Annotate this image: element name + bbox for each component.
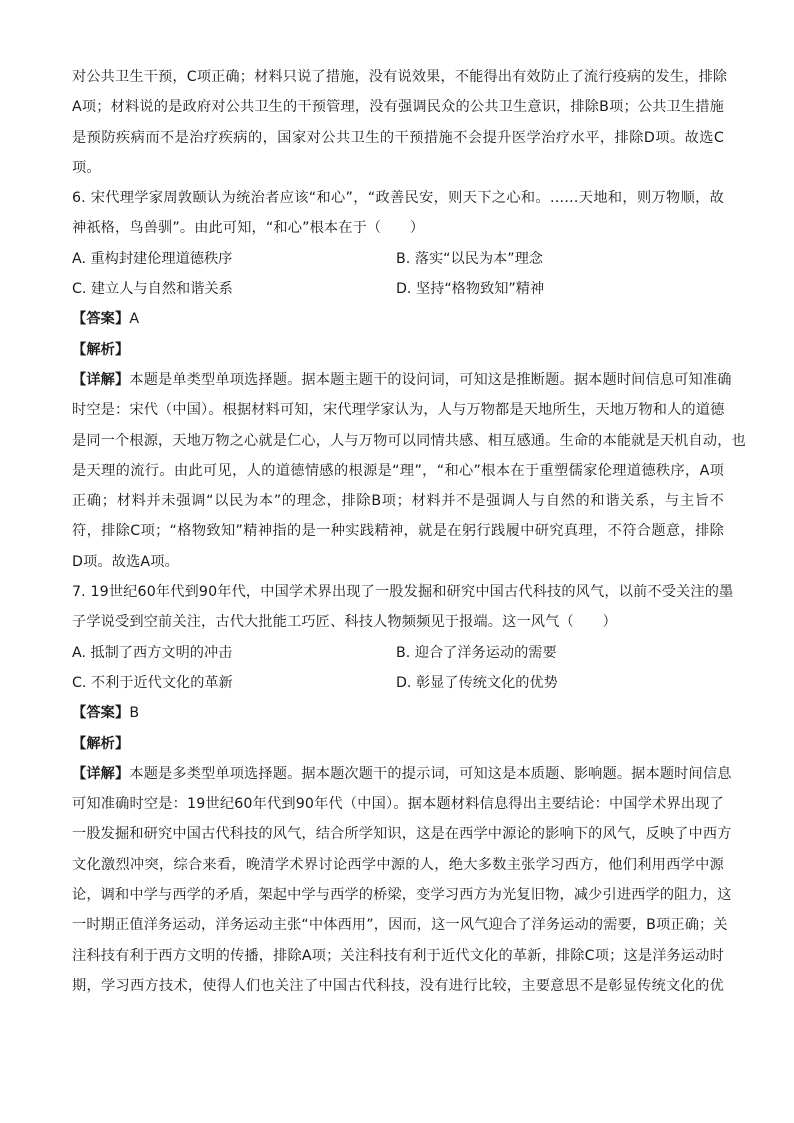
option-a: A. 重构封建伦理道德秩序 [72, 250, 233, 267]
detail-line: 可知准确时空是：19世纪60年代到90年代（中国）。据本题材料信息得出主要结论：中国学术界出现了 [72, 796, 724, 813]
option-b: B. 落实“以民为本”理念 [396, 250, 543, 267]
detail-line: 符，排除C项；“格物致知”精神指的是一种实践精神，就是在躬行践履中研究真理，不符合题意，排除 [72, 523, 724, 540]
detail-line: 文化激烈冲突，综合来看，晚清学术界讨论西学中源的人，绝大多数主张学习西方，他们利用西学中源 [72, 856, 724, 873]
option-d: D. 彰显了传统文化的优势 [396, 674, 558, 691]
document-page [72, 62, 746, 1001]
detail-line [72, 365, 732, 395]
answer-line [72, 304, 724, 334]
detail-line: 正确；材料并未强调“以民为本”的理念，排除B项；材料并不是强调人与自然的和谐关系，与主旨不 [72, 493, 724, 510]
analysis-line [72, 729, 724, 759]
options-row [72, 668, 724, 698]
paragraph-line: 是预防疾病而不是治疗疾病的，国家对公共卫生的干预措施不会提升医学治疗水平，排除D项。故选C [72, 129, 724, 146]
question-stem-line: 6. 宋代理学家周敦颐认为统治者应该“和心”，“政善民安，则天下之心和。……天地和，则万物顺，故 [72, 190, 724, 207]
question-stem-line: 神祇格，鸟兽驯”。由此可知，“和心”根本在于（ ） [72, 220, 425, 237]
detail-line: 是天理的流行。由此可见，人的道德情感的根源是“理”，“和心”根本在于重塑儒家伦理道德秩序，A项 [72, 462, 724, 479]
option-d: D. 坚持“格物致知”精神 [396, 281, 545, 298]
detail-tag: 【详解】 [72, 765, 130, 782]
option-c: C. 不利于近代文化的革新 [72, 674, 233, 691]
analysis-tag: 【解析】 [72, 341, 130, 358]
question-stem-line: 7. 19世纪60年代到90年代，中国学术界出现了一股发掘和研究中国古代科技的风气，以前不受关注的墨 [72, 584, 734, 601]
answer-value: B [129, 705, 140, 722]
options-row [72, 638, 724, 668]
answer-tag: 【答案】 [72, 705, 130, 722]
analysis-line [72, 335, 724, 365]
answer-tag: 【答案】 [72, 311, 130, 328]
detail-line: 时空是：宋代（中国）。根据材料可知，宋代理学家认为，人与万物都是天地所生，天地万物和人的道德 [72, 402, 725, 419]
question-7 [72, 577, 734, 1001]
q5-explanation-tail [72, 62, 728, 183]
paragraph-line: 项。 [72, 159, 101, 176]
answer-line [72, 698, 724, 728]
detail-line [72, 759, 732, 789]
option-c: C. 建立人与自然和谐关系 [72, 281, 233, 298]
options-row [72, 244, 724, 274]
detail-text: 本题是单类型单项选择题。据本题主题干的设问词，可知这是推断题。据本题时间信息可知准确 [129, 371, 732, 388]
detail-text: 本题是多类型单项选择题。据本题次题干的提示词，可知这是本质题、影响题。据本题时间信息 [129, 765, 732, 782]
question-6 [72, 183, 746, 577]
paragraph-line: 对公共卫生干预，C项正确；材料只说了措施，没有说效果，不能得出有效防止了流行疫病的发生，排除 [72, 69, 728, 85]
detail-line: 注科技有利于西方文明的传播，排除A项；关注科技有利于近代文化的革新，排除C项；这是洋务运动时 [72, 947, 724, 964]
paragraph-line: A项；材料说的是政府对公共卫生的干预管理，没有强调民众的公共卫生意识，排除B项；公共卫生措施 [72, 99, 724, 116]
question-stem-line: 子学说受到空前关注，古代大批能工巧匠、科技人物频频见于报端。这一风气（ ） [72, 614, 617, 631]
options-row [72, 274, 724, 304]
option-b: B. 迎合了洋务运动的需要 [396, 644, 557, 661]
detail-line: 是同一个根源，天地万物之心就是仁心，人与万物可以同情共感、相互感通。生命的本能就是天机自动，也 [72, 432, 746, 449]
detail-line: 一时期正值洋务运动，洋务运动主张“中体西用”，因而，这一风气迎合了洋务运动的需要，B项正确；关 [72, 917, 728, 934]
detail-tag: 【详解】 [72, 371, 130, 388]
detail-line: 一股发掘和研究中国古代科技的风气，结合所学知识，这是在西学中源论的影响下的风气，反映了中西方 [72, 826, 732, 843]
answer-value: A [129, 311, 140, 328]
detail-line: D项。故选A项。 [72, 553, 179, 570]
detail-line: 论，调和中学与西学的矛盾，架起中学与西学的桥梁，变学习西方为光复旧物，减少引进西学的阻力，这 [72, 887, 732, 904]
detail-line: 期，学习西方技术，使得人们也关注了中国古代科技，没有进行比较，主要意思不是彰显传统文化的优 [72, 977, 724, 994]
analysis-tag: 【解析】 [72, 735, 130, 752]
option-a: A. 抵制了西方文明的冲击 [72, 644, 233, 661]
